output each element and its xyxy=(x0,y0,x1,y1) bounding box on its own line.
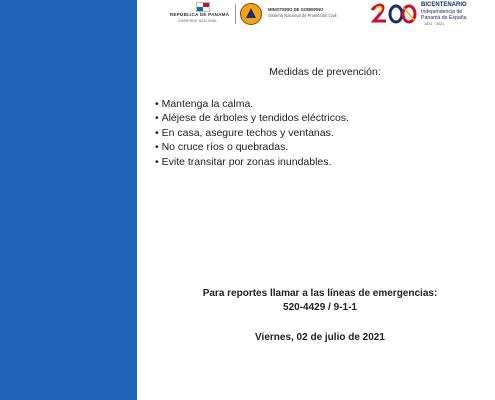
bicentenario-line1: Independencia de xyxy=(421,9,463,15)
list-item: • Evite transitar por zonas inundables. xyxy=(155,155,485,170)
emergency-phones: 520-4429 / 9-1-1 xyxy=(283,302,357,314)
ministry-subtitle: Sistema Nacional de Protección Civil xyxy=(268,13,337,18)
emergency-footer xyxy=(155,287,485,345)
bicentenario-years: 1821 · 2021 xyxy=(424,22,445,26)
header-logos xyxy=(160,0,495,28)
list-item: • Mantenga la calma. xyxy=(155,97,485,112)
ministry-name: MINISTERIO DE GOBIERNO xyxy=(268,7,324,12)
panama-flag-icon xyxy=(196,2,210,12)
bicentenario-200-icon xyxy=(370,2,418,24)
bicentenario-line2: Panamá de España xyxy=(421,15,467,21)
list-item: • Aléjese de árboles y tendidos eléctricos. xyxy=(155,111,485,126)
blue-side-band xyxy=(0,0,137,400)
bicentenario-title: BICENTENARIO xyxy=(421,2,467,8)
civil-protection-seal-icon xyxy=(240,3,262,25)
prevention-section xyxy=(155,65,485,170)
bulletin-date: Viernes, 02 de julio de 2021 xyxy=(255,331,385,343)
list-item: • En casa, asegure techos y ventanas. xyxy=(155,126,485,141)
reports-text: Para reportes llamar a las líneas de emergencias: xyxy=(202,288,438,299)
logo-divider xyxy=(235,4,236,24)
republic-name: REPÚBLICA DE PANAMÁ xyxy=(170,12,230,17)
list-item: • No cruce ríos o quebradas. xyxy=(155,140,485,155)
republica-panama-logo xyxy=(160,0,232,28)
measures-title: Medidas de prevención: xyxy=(269,66,381,78)
government-label: GOBIERNO NACIONAL xyxy=(178,19,218,23)
measures-list xyxy=(155,97,485,170)
